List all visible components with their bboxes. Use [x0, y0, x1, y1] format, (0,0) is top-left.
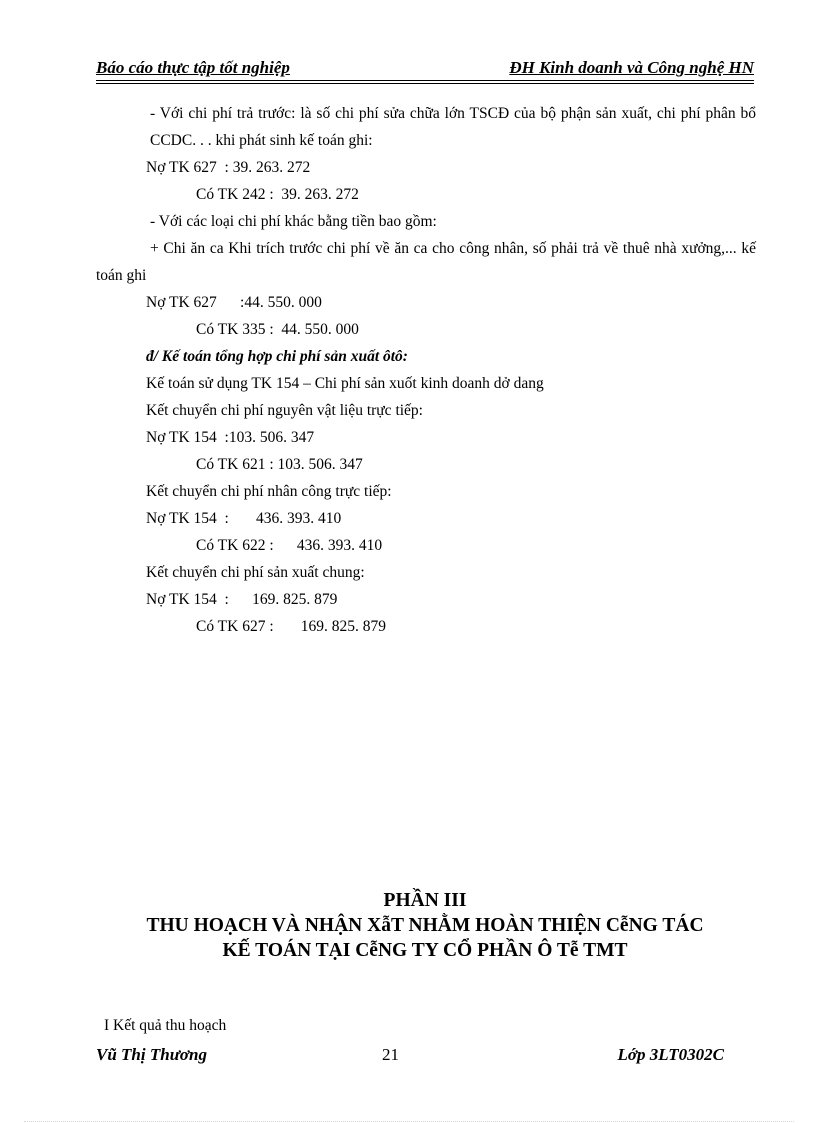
header-rule-bottom — [96, 83, 754, 84]
header-university: ĐH Kinh doanh và Công nghệ HN — [509, 58, 754, 77]
entry-credit-621: Có TK 621 : 103. 506. 347 — [196, 456, 363, 473]
part-title: PHẦN III — [383, 890, 467, 911]
entry-credit-627: Có TK 627 : 169. 825. 879 — [196, 618, 387, 635]
entry-debit-154-c: Nợ TK 154 : 169. 825. 879 — [146, 591, 338, 608]
entry-debit-627-a: Nợ TK 627 : 39. 263. 272 — [146, 159, 311, 176]
paragraph-prepaid-expense — [96, 100, 756, 154]
footer-author: Vũ Thị Thương — [96, 1045, 207, 1064]
entry-debit-154-a: Nợ TK 154 :103. 506. 347 — [146, 429, 315, 446]
entry-debit-627-b: Nợ TK 627 :44. 550. 000 — [146, 294, 322, 311]
entry-credit-622: Có TK 622 : 436. 393. 410 — [196, 537, 383, 554]
section-heading-d: đ/ Kế toán tổng hợp chi phí sản xuất ôtô: — [146, 348, 408, 365]
section-results-heading: I Kết quả thu hoạch — [104, 1017, 227, 1034]
paragraph-transfer-overhead: Kết chuyển chi phí sản xuất chung: — [146, 564, 365, 581]
footer-class: Lớp 3LT0302C — [617, 1045, 724, 1064]
paragraph-meal-allowance: + Chi ăn ca Khi trích trước chi phí về ăn ca cho công nhân, số phải trả về thuê nhà xưởng,... kế toán ghi — [96, 240, 756, 284]
paragraph-other-expenses: - Với các loại chi phí khác bằng tiền bao gồm: — [150, 213, 437, 230]
entry-debit-154-b: Nợ TK 154 : 436. 393. 410 — [146, 510, 342, 527]
entry-credit-242: Có TK 242 : 39. 263. 272 — [196, 186, 359, 203]
page-bottom-border — [24, 1121, 794, 1122]
entry-credit-335: Có TK 335 : 44. 550. 000 — [196, 321, 359, 338]
paragraph-account-154: Kế toán sử dụng TK 154 – Chi phí sản xuốt kinh doanh dở dang — [146, 375, 544, 392]
paragraph-transfer-materials: Kết chuyển chi phí nguyên vật liệu trực tiếp: — [146, 402, 423, 419]
paragraph-transfer-labor: Kết chuyển chi phí nhân công trực tiếp: — [146, 483, 392, 500]
part-subtitle-line-1: THU HOẠCH VÀ NHẬN XẫT NHẰM HOÀN THIỆN CễNG TÁC — [146, 915, 704, 936]
header-report-title: Báo cáo thực tập tốt nghiệp — [96, 58, 290, 77]
part-subtitle-line-2: KẾ TOÁN TẠI CễNG TY CỔ PHẦN Ô Tễ TMT — [222, 940, 628, 961]
document-body — [96, 100, 756, 640]
footer-page-number: 21 — [382, 1045, 399, 1064]
header-rule-top — [96, 80, 754, 81]
paragraph-prepaid-expense-text: - Với chi phí trả trước: là số chi phí sửa chữa lớn TSCĐ của bộ phận sản xuất, chi phí phân bổ CCDC. . . khi phát sinh kế toán ghi: — [150, 105, 756, 149]
part-heading — [96, 888, 754, 963]
